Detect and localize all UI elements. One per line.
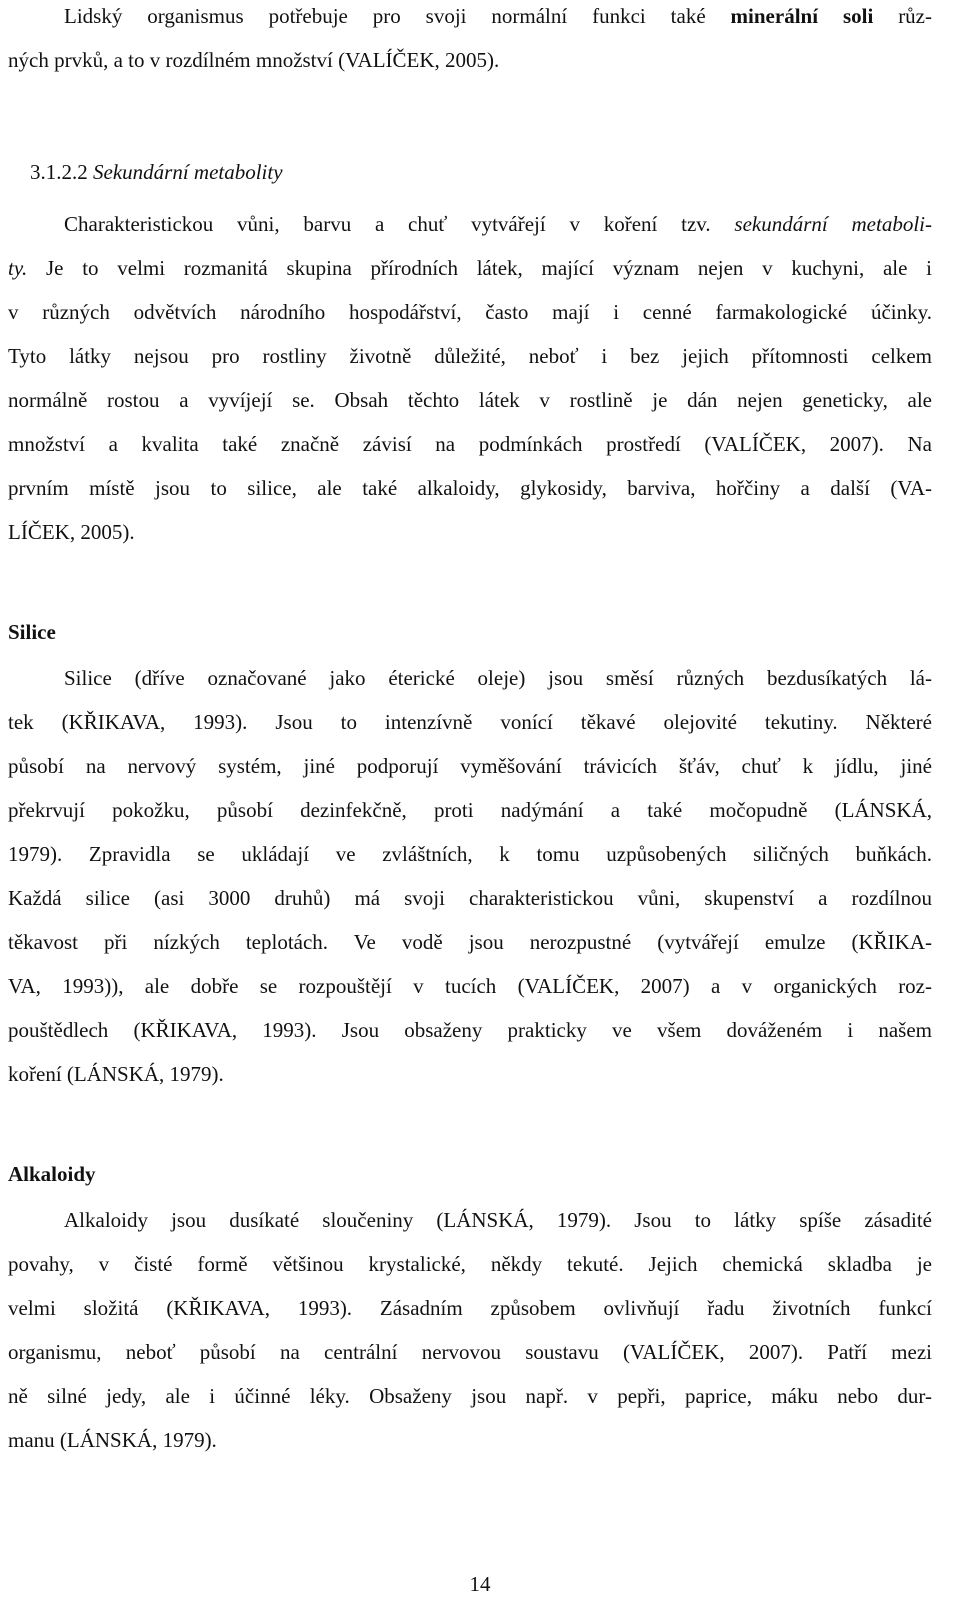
- silice-line-2: tek (KŘIKAVA, 1993). Jsou to intenzívně vonící těkavé olejovité tekutiny. Některé: [8, 710, 932, 734]
- silice-line-5: 1979). Zpravidla se ukládají ve zvláštních, k tomu uzpůsobených siličných buňkách.: [8, 842, 932, 866]
- section-p1-line-1: Charakteristickou vůni, barvu a chuť vytvářejí v koření tzv. sekundární metaboli-: [64, 212, 932, 236]
- alkaloidy-line-2: povahy, v čisté formě většinou krystalické, někdy tekuté. Jejich chemická skladba je: [8, 1252, 932, 1276]
- page-number: 14: [469, 1572, 491, 1596]
- silice-line-3: působí na nervový systém, jiné podporují vyměšování trávicích šťáv, chuť k jídlu, jiné: [8, 754, 932, 778]
- section-p1-line-7: prvním místě jsou to silice, ale také alkaloidy, glykosidy, barviva, hořčiny a další (VA-: [8, 476, 932, 500]
- alkaloidy-line-5: ně silné jedy, ale i účinné léky. Obsaženy jsou např. v pepři, paprice, máku nebo dur-: [8, 1384, 932, 1408]
- alkaloidy-line-4: organismu, neboť působí na centrální nervovou soustavu (VALÍČEK, 2007). Patří mezi: [8, 1340, 932, 1364]
- alkaloidy-line-6: manu (LÁNSKÁ, 1979).: [8, 1428, 217, 1452]
- silice-heading: Silice: [8, 620, 56, 644]
- alkaloidy-heading: Alkaloidy: [8, 1162, 96, 1186]
- intro-bold-term: minerální soli: [730, 4, 874, 28]
- section-p1-line-6: množství a kvalita také značně závisí na podmínkách prostředí (VALÍČEK, 2007). Na: [8, 432, 932, 456]
- silice-line-6: Každá silice (asi 3000 druhů) má svoji charakteristickou vůni, skupenství a rozdílnou: [8, 886, 932, 910]
- section-p1-line-3: v různých odvětvích národního hospodářství, často mají i cenné farmakologické účinky.: [8, 300, 932, 324]
- section-p1-line-2: ty. Je to velmi rozmanitá skupina přírodních látek, mající význam nejen v kuchyni, ale i: [8, 256, 932, 280]
- silice-line-8: VA, 1993)), ale dobře se rozpouštějí v tucích (VALÍČEK, 2007) a v organických roz-: [8, 974, 932, 998]
- alkaloidy-line-3: velmi složitá (KŘIKAVA, 1993). Zásadním způsobem ovlivňují řadu životních funkcí: [8, 1296, 932, 1320]
- intro-line-1: Lidský organismus potřebuje pro svoji normální funkci také minerální soli růz-: [64, 4, 933, 28]
- section-p1-line-8: LÍČEK, 2005).: [8, 520, 135, 544]
- section-p1-line-4: Tyto látky nejsou pro rostliny životně důležité, neboť i bez jejich přítomnosti celkem: [8, 344, 932, 368]
- silice-line-1: Silice (dříve označované jako éterické oleje) jsou směsí různých bezdusíkatých lá-: [64, 666, 932, 690]
- silice-line-9: pouštědlech (KŘIKAVA, 1993). Jsou obsaženy prakticky ve všem dováženém i našem: [8, 1018, 932, 1042]
- intro-line-2: ných prvků, a to v rozdílném množství (VALÍČEK, 2005).: [8, 48, 500, 72]
- section-p1-line-5: normálně rostou a vyvíjejí se. Obsah těchto látek v rostlině je dán nejen geneticky, ale: [8, 388, 932, 412]
- silice-line-4: překrvují pokožku, působí dezinfekčně, proti nadýmání a také močopudně (LÁNSKÁ,: [8, 798, 932, 822]
- section-title: Sekundární metabolity: [93, 160, 283, 184]
- alkaloidy-line-1: Alkaloidy jsou dusíkaté sloučeniny (LÁNSKÁ, 1979). Jsou to látky spíše zásadité: [64, 1208, 932, 1232]
- section-heading: [30, 162, 283, 183]
- section-number: 3.1.2.2: [30, 160, 88, 184]
- silice-line-7: těkavost při nízkých teplotách. Ve vodě jsou nerozpustné (vytvářejí emulze (KŘIKA-: [8, 930, 932, 954]
- silice-line-10: koření (LÁNSKÁ, 1979).: [8, 1062, 224, 1086]
